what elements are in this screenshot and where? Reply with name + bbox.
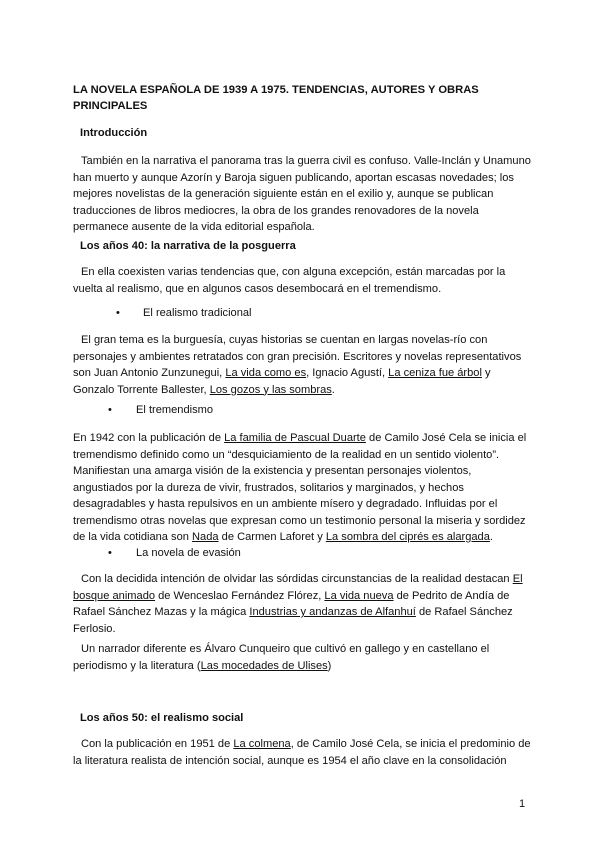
book-title-link: La ceniza fue árbol: [388, 367, 482, 379]
bullet-realismo: •: [116, 307, 120, 319]
subheading-realismo-tradicional: El realismo tradicional: [143, 307, 252, 319]
subheading-novela-evasion: La novela de evasión: [136, 547, 241, 559]
paragraph-cunqueiro: Un narrador diferente es Álvaro Cunqueiro que cultivó en gallego y en castellano el periodismo y la literatura (Las mocedades de Ulises): [73, 643, 490, 672]
book-title-link: La vida como es: [225, 367, 307, 379]
book-title-link: El bosque animado: [73, 573, 523, 602]
book-title-link: Los gozos y las sombras: [209, 383, 332, 396]
book-title-link: Industrias y andanzas de Alfanhuí: [249, 606, 416, 618]
subheading-tremendismo: El tremendismo: [136, 404, 214, 416]
paragraph-anos-40: En ella coexisten varias tendencias que, con alguna excepción, están marcadas por la vuelta al realismo, que en algunos casos desembocará en el tremendismo.: [73, 266, 506, 295]
heading-anos-50: Los años 50: el realismo social: [80, 712, 244, 724]
bullet-tremendismo: •: [108, 404, 112, 416]
book-title-link: Nada: [192, 531, 219, 543]
bullet-evasion: •: [108, 547, 112, 559]
book-title-link: La sombra del ciprés es alargada: [325, 531, 490, 543]
book-title-link: La vida nueva: [324, 589, 394, 602]
paragraph-anos-50: Con la publicación en 1951 de La colmena, de Camilo José Cela, se inicia el predominio de la literatura realista de intención social, aunque es 1954 el año clave en la consolidación: [73, 738, 531, 767]
book-title-link: La familia de Pascual Duarte: [224, 432, 366, 444]
heading-anos-40: Los años 40: la narrativa de la posguerra: [80, 240, 296, 252]
heading-introduccion: Introducción: [80, 127, 148, 139]
book-title-link: Las mocedades de Ulises: [200, 659, 328, 672]
book-title-link: La colmena: [233, 738, 291, 750]
page-number: 1: [519, 798, 526, 810]
document-title: LA NOVELA ESPAÑOLA DE 1939 A 1975. TENDENCIAS, AUTORES Y OBRAS PRINCIPALES: [73, 84, 479, 112]
paragraph-evasion: Con la decidida intención de olvidar las sórdidas circunstancias de la realidad destacan El bosque animado de Wenceslao Fernández Flórez, La vida nueva de Pedrito de Andía de Rafael Sánchez Mazas y la mágica Industrias y andanzas de Alfanhuí de Rafael Sánchez Ferlosio.: [73, 573, 523, 635]
paragraph-intro: También en la narrativa el panorama tras la guerra civil es confuso. Valle-Inclán y Unamuno han muerto y aunque Azorín y Baroja siguen publicando, aportan escasas novedades; los mejores novelistas de la generación siguiente están en el exilio y, aunque se publican traducciones de libros mediocres, la obra de los grandes renovadores de la novela permanece ausente de la vida editorial española.: [73, 155, 531, 233]
paragraph-realismo-tradicional: El gran tema es la burguesía, cuyas historias se cuentan en largas novelas-río con personajes y ambientes retratados con gran precisión. Escritores y novelas representativos son Juan Antonio Zunzunegui, La vida como es, Ignacio Agustí, La ceniza fue árbol y Gonzalo Torrente Ballester, Los gozos y las sombras.: [73, 334, 522, 396]
paragraph-tremendismo: En 1942 con la publicación de La familia de Pascual Duarte de Camilo José Cela se inicia el tremendismo definido como un “desquiciamiento de la realidad en un sentido violento”. Manifiestan una amarga visión de la existencia y presentan personajes violentos, angustiados por la dureza de vivir, frustrados, solitarios y marginados, y hechos desagradables y hasta repulsivos en un ambiente mísero y degradado. Influidas por el tremendismo otras novelas que expresan como un testimonio personal la miseria y sordidez de la vida cotidiana son Nada de Carmen Laforet y La sombra del ciprés es alargada.: [73, 432, 527, 543]
